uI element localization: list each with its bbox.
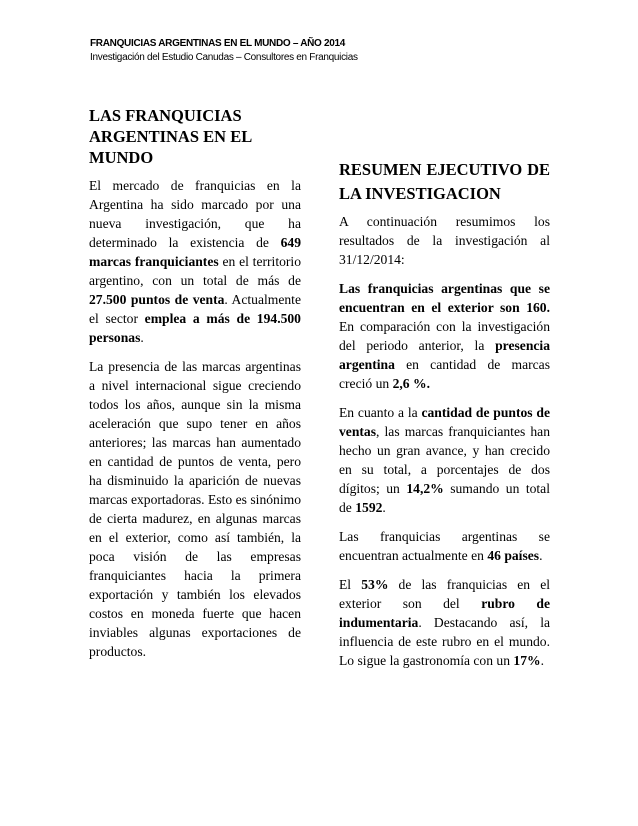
bold-run: 46 países bbox=[487, 548, 540, 563]
right-paragraph-2 bbox=[339, 279, 550, 393]
bold-run: 649 marcas franquiciantes bbox=[89, 235, 301, 269]
left-paragraph-1 bbox=[89, 176, 301, 347]
text-run: El bbox=[339, 577, 362, 592]
left-heading-line2: ARGENTINAS EN EL MUNDO bbox=[89, 127, 252, 167]
bold-run: 14,2% bbox=[406, 481, 444, 496]
bold-run: cantidad de puntos de ventas bbox=[339, 405, 550, 439]
bold-run: 2,6 %. bbox=[392, 376, 430, 391]
bold-run: 53% bbox=[361, 577, 389, 592]
bold-run: Las franquicias argentinas que se encuentran en el exterior son 160. bbox=[339, 281, 550, 315]
text-run: de las franquicias en el exterior son del bbox=[339, 577, 551, 611]
right-heading-line1: RESUMEN EJECUTIVO DE bbox=[339, 160, 550, 179]
right-paragraph-1: A continuación resumimos los resultados de la investigación al 31/12/2014: bbox=[339, 214, 550, 267]
text-run: sumando un total de bbox=[339, 481, 550, 515]
right-column bbox=[339, 158, 550, 680]
text-run: . Actualmente el sector bbox=[89, 292, 301, 326]
header-subtitle: Investigación del Estudio Canudas – Consultores en Franquicias bbox=[90, 52, 358, 63]
left-column bbox=[89, 105, 301, 671]
right-heading-line2: LA INVESTIGACION bbox=[339, 184, 501, 203]
bold-run: emplea a más de 194.500 personas bbox=[89, 311, 301, 345]
bold-run: 17% bbox=[513, 653, 541, 668]
bold-run: 27.500 puntos de venta bbox=[89, 292, 225, 307]
text-run: en el territorio argentino, con un total de más de bbox=[89, 254, 301, 288]
bold-run: 1592 bbox=[355, 500, 383, 515]
right-heading bbox=[339, 158, 550, 206]
left-heading bbox=[89, 105, 301, 168]
text-run: . bbox=[140, 330, 144, 345]
text-run: . bbox=[539, 548, 543, 563]
right-paragraph-5 bbox=[339, 575, 550, 670]
left-heading-line1: LAS FRANQUICIAS bbox=[89, 106, 242, 125]
text-run: El mercado de franquicias en la Argentina ha sido marcado por una nueva investigación, que ha determinado la existencia de bbox=[89, 178, 301, 250]
left-paragraph-2: La presencia de las marcas argentinas a nivel internacional sigue creciendo todos los años, aunque sin la misma aceleración que supo tener en años anteriores; las marcas han aumentado en cantidad de puntos de venta, pero ha disminuido la aparición de nuevas marcas exportadoras. Esto es sinónimo de cierta madurez, en algunas marcas en el exterior, como así también, la poca visión de las empresas franquiciantes hacia la primera exportación y también los elevados costos en moneda fuerte que hacen inviables algunas exportaciones de productos. bbox=[89, 359, 301, 659]
text-run: . Destacando así, la influencia de este rubro en el mundo. Lo sigue la gastronomía con un bbox=[339, 615, 550, 668]
bold-run: rubro de indumentaria bbox=[339, 596, 550, 630]
bold-run: presencia argentina bbox=[339, 338, 550, 372]
page-header bbox=[90, 37, 560, 64]
right-paragraph-4 bbox=[339, 527, 550, 565]
text-run: . bbox=[540, 653, 545, 668]
text-run: . bbox=[382, 500, 386, 515]
text-run: en cantidad de marcas creció un bbox=[339, 357, 550, 391]
text-run: En comparación con la investigación del periodo anterior, la bbox=[339, 319, 550, 353]
text-run: , las marcas franquiciantes han hecho un gran avance, y han crecido en su total, a porcentajes de dos dígitos; un bbox=[339, 424, 550, 496]
text-run: En cuanto a la bbox=[339, 405, 422, 420]
header-title: FRANQUICIAS ARGENTINAS EN EL MUNDO – AÑO 2014 bbox=[90, 38, 346, 49]
text-run: Las franquicias argentinas se encuentran actualmente en bbox=[339, 529, 550, 563]
right-paragraph-3 bbox=[339, 403, 550, 517]
